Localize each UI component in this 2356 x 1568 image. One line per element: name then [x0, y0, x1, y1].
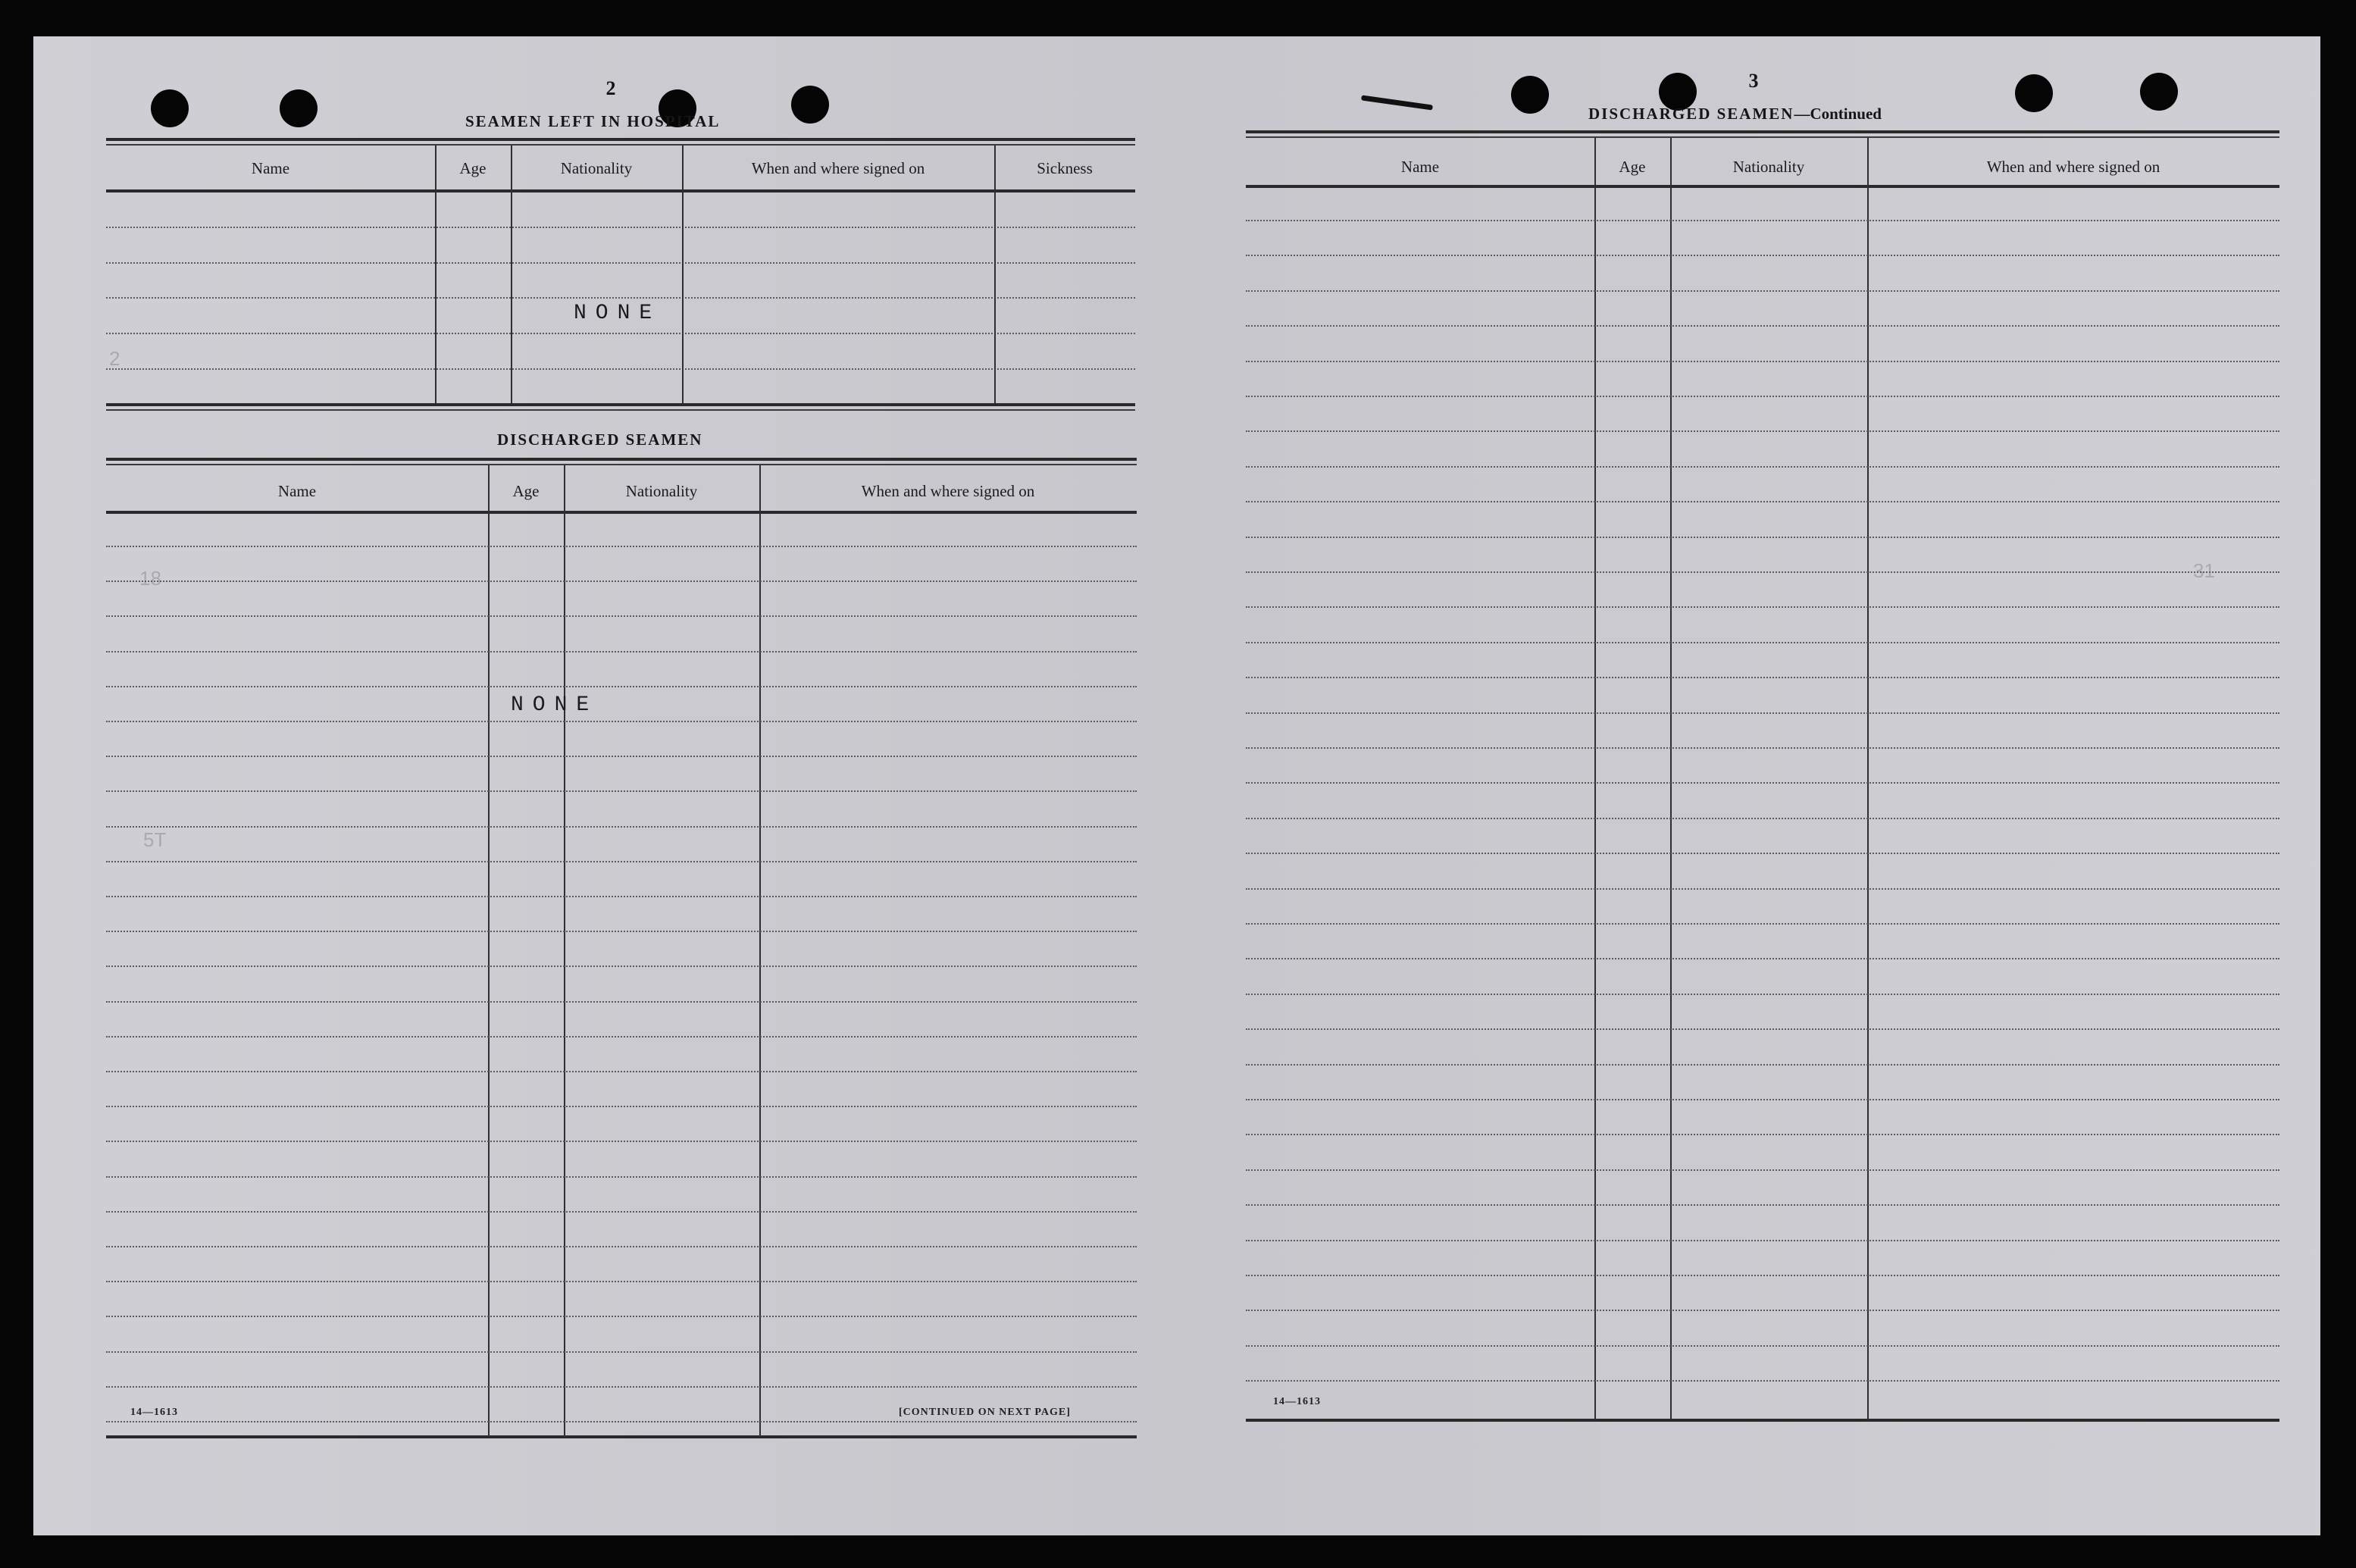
- page-number: 3: [1748, 70, 1759, 92]
- column-header-signed-on: When and where signed on: [1986, 158, 2160, 176]
- ruling-line: [1246, 1380, 2279, 1382]
- punch-hole: [2015, 74, 2053, 112]
- discharged-entry: NONE: [511, 693, 599, 717]
- ruling-line: [106, 826, 1137, 828]
- ruling-line: [1246, 466, 2279, 468]
- ruling-line: [1246, 712, 2279, 714]
- ruling-line: [1246, 642, 2279, 643]
- page-number: 2: [605, 77, 616, 99]
- discharged-continued-title: [1588, 105, 1882, 124]
- title-main: DISCHARGED SEAMEN: [1588, 105, 1794, 123]
- ruling-line: [1246, 430, 2279, 432]
- ruling-line: [1246, 677, 2279, 678]
- ruling-line: [106, 651, 1137, 653]
- ruling-line: [106, 721, 1137, 722]
- ruling-line: [106, 581, 1137, 582]
- ruling-line: [1246, 325, 2279, 327]
- ruling-line: [1246, 1204, 2279, 1206]
- ruling-line: [106, 1421, 1137, 1422]
- ruling-line: [106, 1176, 1137, 1178]
- form-number: 14—1613: [130, 1407, 178, 1418]
- form-number: 14—1613: [1273, 1396, 1321, 1407]
- ruling-line: [1246, 396, 2279, 397]
- column-header-signed-on: When and where signed on: [751, 159, 925, 177]
- discharged-table: [106, 458, 1137, 1441]
- ruling-line: [1246, 255, 2279, 256]
- bleed-through-mark: 5T: [143, 828, 167, 851]
- ruling-line: [106, 1211, 1137, 1213]
- column-header-age: Age: [512, 482, 540, 500]
- discharged-section-title: DISCHARGED SEAMEN: [497, 430, 703, 449]
- ruling-line: [1246, 747, 2279, 749]
- hospital-entry: NONE: [574, 302, 662, 325]
- ruling-line: [106, 931, 1137, 932]
- column-header-nationality: Nationality: [560, 159, 633, 177]
- ruling-line: [1246, 1275, 2279, 1276]
- pen-mark: [1361, 95, 1433, 110]
- column-header-age: Age: [1619, 158, 1646, 176]
- ruling-line: [1246, 1099, 2279, 1100]
- ruling-line: [106, 1001, 1137, 1003]
- punch-hole: [2140, 73, 2178, 111]
- column-header-nationality: Nationality: [1732, 158, 1805, 176]
- document-sheet: [33, 36, 2320, 1535]
- punch-hole: [280, 89, 318, 127]
- ruling-line: [1246, 1064, 2279, 1066]
- ruling-line: [1246, 958, 2279, 959]
- ruling-line: [106, 1141, 1137, 1142]
- ruling-line: [1246, 1310, 2279, 1311]
- column-header-age: Age: [459, 159, 487, 177]
- ruling-line: [106, 1316, 1137, 1317]
- ruling-line: [1246, 1169, 2279, 1171]
- hospital-table: [106, 138, 1135, 450]
- ruling-line: [106, 1246, 1137, 1247]
- column-header-signed-on: When and where signed on: [861, 482, 1035, 500]
- ruling-line: [106, 790, 1137, 792]
- ruling-line: [1246, 923, 2279, 925]
- ruling-line: [106, 686, 1137, 687]
- ruling-line: [1246, 1345, 2279, 1347]
- ruling-line: [1246, 994, 2279, 995]
- punch-hole: [151, 89, 189, 127]
- column-header-sickness: Sickness: [1037, 159, 1093, 177]
- title-continued: —Continued: [1794, 105, 1882, 123]
- ruling-line: [106, 861, 1137, 862]
- ruling-line: [106, 1351, 1137, 1353]
- ruling-line: [106, 1071, 1137, 1072]
- column-header-name: Name: [251, 159, 290, 177]
- ruling-line: [1246, 1240, 2279, 1241]
- hospital-section-title: SEAMEN LEFT IN HOSPITAL: [465, 112, 721, 130]
- bleed-through-mark: 18: [139, 567, 161, 590]
- punch-hole: [791, 86, 829, 124]
- ruling-line: [106, 966, 1137, 967]
- ruling-line: [106, 546, 1137, 547]
- bleed-through-mark: 2: [109, 347, 120, 370]
- ruling-line: [106, 896, 1137, 897]
- ruling-line: [106, 1036, 1137, 1038]
- continued-note: [CONTINUED ON NEXT PAGE]: [899, 1407, 1071, 1418]
- column-header-name: Name: [1400, 158, 1440, 176]
- column-header-nationality: Nationality: [625, 482, 698, 500]
- ruling-line: [1246, 888, 2279, 890]
- ruling-line: [1246, 606, 2279, 608]
- ruling-line: [1246, 782, 2279, 784]
- ruling-line: [1246, 853, 2279, 854]
- discharged-continued-table: [1246, 130, 2279, 1425]
- ruling-line: [106, 615, 1137, 617]
- ruling-line: [1246, 361, 2279, 362]
- ruling-line: [106, 756, 1137, 757]
- ruling-line: [1246, 1028, 2279, 1030]
- ruling-line: [106, 1386, 1137, 1388]
- ruling-line: [1246, 501, 2279, 502]
- ruling-line: [1246, 537, 2279, 538]
- ruling-line: [106, 1281, 1137, 1282]
- ruling-line: [1246, 290, 2279, 292]
- column-header-name: Name: [277, 482, 317, 500]
- ruling-line: [1246, 1134, 2279, 1135]
- ruling-line: [106, 1106, 1137, 1107]
- ruling-line: [1246, 571, 2279, 573]
- ruling-line: [1246, 818, 2279, 819]
- punch-hole: [1511, 76, 1549, 114]
- bleed-through-mark: 31: [2193, 559, 2215, 582]
- ruling-line: [1246, 220, 2279, 221]
